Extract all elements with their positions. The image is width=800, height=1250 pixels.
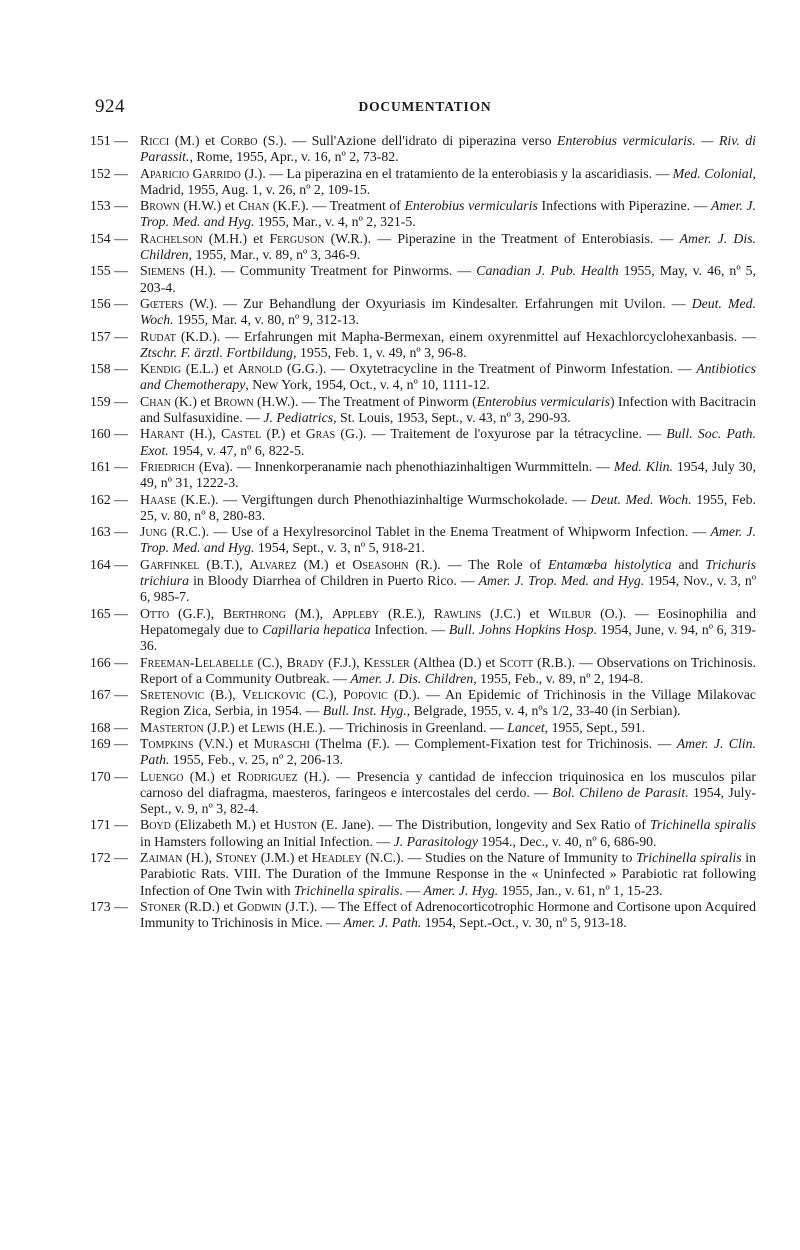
italic-text: Amer. J. Clin. Path. <box>140 735 756 768</box>
author-name: Muraschi <box>253 735 310 751</box>
reference-segment: ) Infection with Bacitracin and Sulfasuxidine. — <box>140 393 756 426</box>
author-name: Kessler <box>363 654 410 670</box>
italic-text: Bol. Chileno de Parasit. <box>552 784 689 800</box>
author-name: Jung <box>140 524 168 540</box>
italic-text: Lancet <box>507 719 545 735</box>
reference-text <box>140 606 756 655</box>
reference-segment: 1955, Mar., v. 4, nº 2, 321-5. <box>254 214 416 230</box>
italic-text: Amer. J. Trop. Med. and Hyg. <box>140 524 756 556</box>
reference-text <box>140 769 756 818</box>
reference-number: 158 — <box>90 361 128 377</box>
author-name: Stoner <box>140 898 181 914</box>
author-name: Freeman-Lelabelle <box>140 654 254 670</box>
author-name: Castel <box>220 426 262 442</box>
reference-entry <box>90 655 756 688</box>
italic-text: Antibiotics and Chemotherapy <box>140 361 756 393</box>
author-name: Garfinkel <box>140 556 200 572</box>
author-name: Godwin <box>237 898 282 914</box>
reference-segment: in Hamsters following an Initial Infection. — <box>140 833 394 849</box>
author-name: Rachelson <box>140 230 203 246</box>
reference-number: 157 — <box>90 328 128 344</box>
reference-segment: 1954., Dec., v. 40, nº 6, 686-90. <box>477 833 657 849</box>
reference-segment: 1955, Mar. 4, v. 80, nº 9, 312-13. <box>173 312 360 328</box>
italic-text: Enterobius vermicularis <box>476 393 610 409</box>
reference-text <box>140 850 756 899</box>
reference-number: 161 — <box>90 458 128 474</box>
reference-segment: (H.). — Community Treatment for Pinworms. — <box>184 263 477 279</box>
reference-segment: 1955, May, v. 46, nº 5, 203-4. <box>140 263 757 295</box>
reference-segment: (R.D.) et <box>180 898 238 914</box>
italic-text: Amer. J. Hyg. <box>423 882 499 898</box>
author-name: Kendig <box>140 361 182 377</box>
italic-text: Entamœba histolytica <box>548 556 672 572</box>
reference-number: 152 — <box>90 165 128 181</box>
reference-segment: (H.W.). — The Treatment of Pinworm ( <box>253 393 477 409</box>
author-name: Arnold <box>237 361 283 377</box>
reference-segment: 1955, Feb., v. 25, nº 2, 206-13. <box>169 752 344 768</box>
reference-text <box>140 492 756 525</box>
reference-segment: (W.). — Zur Behandlung der Oxyuriasis im Kindesalter. Erfahrungen mit Uvilon. — <box>183 295 692 311</box>
reference-text <box>140 557 756 606</box>
italic-text: Amer. J. Trop. Med. and Hyg. <box>140 198 757 230</box>
reference-number: 171 — <box>90 817 128 833</box>
reference-segment: (Elizabeth M.) et <box>170 817 275 833</box>
reference-segment: (C.), <box>253 654 287 670</box>
italic-text: Trichuris trichiura <box>140 556 757 589</box>
reference-segment: 1955, Jan., v. 61, nº 1, 15-23. <box>498 882 663 898</box>
author-name: Boyd <box>140 817 171 833</box>
author-name: Chan <box>238 198 270 214</box>
author-name: Brown <box>140 198 180 214</box>
reference-segment: (R.). — The Role of <box>408 556 549 572</box>
reference-segment: in Parabiotic Rats. VIII. The Duration of the Immune Response in the « Uninfected » Parabiotic rat following Infection of One Twin with <box>140 850 756 898</box>
author-name: Corbo <box>220 133 258 148</box>
reference-list <box>90 133 756 932</box>
reference-segment: 1954, July-Sept., v. 9, nº 3, 82-4. <box>140 784 756 817</box>
reference-segment: (H.), <box>184 426 221 442</box>
reference-number: 159 — <box>90 393 128 409</box>
reference-number: 173 — <box>90 898 128 914</box>
italic-text: Amer. J. Dis. Children <box>140 230 757 263</box>
reference-segment: (S.). — Sull'Azione dell'idrato di piperazina verso <box>257 133 558 148</box>
reference-segment: , 1955, Mar., v. 89, nº 3, 346-9. <box>188 247 361 263</box>
author-name: Luengo <box>140 768 184 784</box>
reference-segment: (W.R.). — Piperazine in the Treatment of Enterobiasis. — <box>324 230 680 246</box>
reference-segment: (Althea (D.) et <box>409 654 500 670</box>
reference-entry <box>90 850 756 899</box>
italic-text: Enterobius vermicularis <box>404 198 538 214</box>
reference-entry <box>90 524 756 557</box>
reference-segment: (K.E.). — Vergiftungen durch Phenothiazinhaltige Wurmschokolade. — <box>176 491 591 507</box>
author-name: Rawlins <box>433 605 482 621</box>
author-name: Siemens <box>140 263 185 279</box>
italic-text: Deut. Med. Woch. <box>590 491 692 507</box>
author-name: Zaiman <box>140 850 183 866</box>
reference-segment: (P.) et <box>261 426 306 442</box>
reference-segment: (E.L.) et <box>181 361 238 377</box>
italic-text: Trichinella spiralis <box>636 850 742 866</box>
author-name: Headley <box>311 850 362 866</box>
italic-text: Ztschr. F. ärztl. Fortbildung <box>140 344 294 360</box>
author-name: Gras <box>305 426 336 442</box>
reference-number: 167 — <box>90 687 128 703</box>
reference-number: 156 — <box>90 295 128 311</box>
reference-segment: (M.) et <box>169 133 221 148</box>
reference-segment: (O.). — Eosinophilia and Hepatomegaly due to <box>140 605 757 637</box>
italic-text: J. Pediatrics <box>263 410 334 426</box>
page-number: 924 <box>95 96 125 117</box>
reference-text <box>140 426 756 459</box>
running-head: DOCUMENTATION <box>358 99 492 114</box>
reference-segment: 1954, Sept.-Oct., v. 30, nº 5, 913-18. <box>421 915 627 931</box>
reference-segment: , St. Louis, 1953, Sept., v. 43, nº 3, 290-93. <box>333 410 571 426</box>
reference-entry <box>90 394 756 427</box>
reference-segment: (M.) et <box>296 556 353 572</box>
reference-text <box>140 736 756 769</box>
reference-segment: (J.P.) et <box>203 719 252 735</box>
reference-entry <box>90 426 756 459</box>
reference-text <box>140 655 756 688</box>
reference-text <box>140 166 756 199</box>
reference-segment: , Madrid, 1955, Aug. 1, v. 26, nº 2, 109-15. <box>140 165 756 197</box>
reference-number: 168 — <box>90 719 128 735</box>
reference-segment: , 1955, Feb., v. 89, nº 2, 194-8. <box>473 670 644 686</box>
reference-segment: (G.). — Traitement de l'oxyurose par la tétracycline. — <box>335 426 667 442</box>
reference-segment: (J.T.). — The Effect of Adrenocorticotrophic Hormone and Cortisone upon Acquired Immunity to Trichinosis in Mice. — <box>140 898 756 931</box>
reference-text <box>140 263 756 296</box>
reference-segment: Infection. — <box>370 621 449 637</box>
reference-text <box>140 720 756 736</box>
reference-segment: , Rome, 1955, Apr., v. 16, nº 2, 73-82. <box>189 149 399 165</box>
reference-segment: (J.). — La piperazina en el tratamiento de la enterobiasis y la ascaridiasis. — <box>240 165 673 181</box>
author-name: Friedrich <box>140 458 195 474</box>
reference-segment: (E. Jane). — The Distribution, longevity and Sex Ratio of <box>317 817 650 833</box>
reference-segment: (J.C.) et <box>481 605 549 621</box>
reference-number: 165 — <box>90 605 128 621</box>
reference-segment: Infections with Piperazine. — <box>537 198 712 214</box>
reference-entry <box>90 166 756 199</box>
author-name: Harant <box>140 426 185 442</box>
italic-text: J. Parasitology <box>393 833 478 849</box>
reference-segment: (Thelma (F.). — Complement-Fixation test for Trichinosis. — <box>309 735 677 751</box>
reference-number: 153 — <box>90 198 128 214</box>
reference-text <box>140 817 756 850</box>
italic-text: Enterobius vermicularis. — Riv. di Parassit. <box>140 133 757 165</box>
reference-segment: (F.J.), <box>324 654 364 670</box>
reference-number: 154 — <box>90 230 128 246</box>
reference-number: 164 — <box>90 556 128 572</box>
reference-segment: (K.F.). — Treatment of <box>269 198 405 214</box>
reference-text <box>140 899 756 932</box>
reference-number: 172 — <box>90 850 128 866</box>
reference-segment: . — <box>399 882 424 898</box>
author-name: Wilbur <box>548 605 592 621</box>
reference-segment: , Belgrade, 1955, v. 4, nºs 1/2, 33-40 (in Serbian). <box>406 703 681 719</box>
italic-text: Med. Colonial <box>672 165 753 181</box>
reference-segment: 1954, Sept., v. 3, nº 5, 918-21. <box>254 540 425 556</box>
reference-segment: (K.) et <box>170 393 214 409</box>
reference-entry <box>90 720 756 736</box>
reference-segment: (R.E.), <box>379 605 434 621</box>
italic-text: Deut. Med. Woch. <box>140 295 756 328</box>
italic-text: Amer. J. Path. <box>343 915 422 931</box>
reference-text <box>140 361 756 394</box>
reference-entry <box>90 231 756 264</box>
reference-text <box>140 394 756 427</box>
reference-entry <box>90 361 756 394</box>
reference-entry <box>90 557 756 606</box>
reference-segment: (N.C.). — Studies on the Nature of Immunity to <box>361 850 637 866</box>
reference-segment: and <box>671 556 706 572</box>
reference-entry <box>90 736 756 769</box>
reference-entry <box>90 606 756 655</box>
italic-text: Bull. Soc. Path. Exot. <box>140 426 757 458</box>
reference-segment: (H.). — Presencia y cantidad de infeccion triquinosica en los musculos pilar carnoso del diafragma, maesteros, faringeos e intercostales del cerdo. — <box>140 768 756 800</box>
reference-entry <box>90 459 756 492</box>
author-name: Scott <box>499 654 534 670</box>
reference-text <box>140 687 756 720</box>
reference-segment: , 1955, Sept., 591. <box>544 719 646 735</box>
author-name: Brady <box>286 654 325 670</box>
reference-entry <box>90 329 756 362</box>
author-name: Oseasohn <box>352 556 409 572</box>
reference-text <box>140 459 756 492</box>
reference-segment: (R.C.). — Use of a Hexylresorcinol Tablet in the Enema Treatment of Whipworm Infection. — <box>167 524 711 540</box>
reference-segment: (M.H.) et <box>202 230 270 246</box>
reference-segment: (M.), <box>285 605 332 621</box>
reference-entry <box>90 817 756 850</box>
author-name: Stoney <box>215 850 258 866</box>
reference-text <box>140 296 756 329</box>
reference-segment: 1954, Nov., v. 3, nº 6, 985-7. <box>140 573 757 605</box>
reference-number: 160 — <box>90 426 128 442</box>
author-name: Berthrong <box>222 605 286 621</box>
italic-text: Amer. J. Dis. Children <box>350 670 474 686</box>
reference-text <box>140 133 756 166</box>
reference-number: 155 — <box>90 263 128 279</box>
reference-number: 169 — <box>90 735 128 751</box>
italic-text: Trichinella spiralis <box>293 882 400 898</box>
reference-segment: (B.), <box>204 687 242 703</box>
reference-text <box>140 329 756 362</box>
author-name: Popovic <box>342 687 388 703</box>
reference-entry <box>90 263 756 296</box>
author-name: Rudat <box>140 328 176 344</box>
reference-segment: (M.) et <box>183 768 238 784</box>
reference-segment: (J.M.) et <box>257 850 312 866</box>
reference-text <box>140 198 756 231</box>
reference-entry <box>90 133 756 166</box>
reference-entry <box>90 899 756 932</box>
reference-segment: (H.E.). — Trichinosis in Greenland. — <box>284 719 508 735</box>
reference-segment: 1954, July 30, 49, nº 31, 1222-3. <box>140 458 756 491</box>
reference-entry <box>90 296 756 329</box>
author-name: Aparicio Garrido <box>140 165 241 181</box>
reference-text <box>140 231 756 264</box>
reference-segment: in Bloody Diarrhea of Children in Puerto Rico. — <box>189 573 479 589</box>
reference-segment: (G.G.). — Oxytetracycline in the Treatment of Pinworm Infestation. — <box>282 361 697 377</box>
author-name: Velickovic <box>241 687 306 703</box>
reference-segment: (K.D.). — Erfahrungen mit Mapha-Bermexan, einem oxyrenmittel auf Hexachlorcyclohexanbasis. — <box>175 328 756 344</box>
reference-segment: (D.). — An Epidemic of Trichinosis in the Village Milakovac Region Zica, Serbia, in 1954. — <box>140 687 756 719</box>
reference-segment: (H.W.) et <box>179 198 239 214</box>
author-name: Huston <box>274 817 318 833</box>
author-name: Gœters <box>140 295 184 311</box>
italic-text: Canadian J. Pub. Health <box>476 263 619 279</box>
reference-number: 162 — <box>90 491 128 507</box>
reference-entry <box>90 687 756 720</box>
author-name: Ricci <box>140 133 170 148</box>
author-name: Rodriguez <box>237 768 298 784</box>
italic-text: Trichinella spiralis <box>649 817 756 833</box>
page-header <box>95 96 755 118</box>
italic-text: Amer. J. Trop. Med. and Hyg. <box>478 573 645 589</box>
reference-segment: (V.N.) et <box>193 735 254 751</box>
italic-text: Bull. Johns Hopkins Hosp. <box>448 621 598 637</box>
reference-text <box>140 524 756 557</box>
author-name: Haase <box>140 491 177 507</box>
reference-segment: (Eva). — Innenkorperanamie nach phenothiazinhaltigen Wurmmitteln. — <box>194 458 614 474</box>
author-name: Ferguson <box>269 230 325 246</box>
italic-text: Capillaria hepatica <box>262 621 371 637</box>
reference-segment: 1954, June, v. 94, nº 6, 319-36. <box>140 621 756 654</box>
italic-text: Bull. Inst. Hyg. <box>322 703 407 719</box>
reference-segment: (G.F.), <box>169 605 223 621</box>
author-name: Masterton <box>140 719 204 735</box>
reference-segment: (B.T.), <box>199 556 250 572</box>
author-name: Sretenovic <box>140 687 205 703</box>
author-name: Tompkins <box>140 735 194 751</box>
reference-entry <box>90 769 756 818</box>
reference-number: 166 — <box>90 654 128 670</box>
author-name: Brown <box>213 393 254 409</box>
reference-segment: (R.B.). — Observations on Trichinosis. Report of a Community Outbreak. — <box>140 654 756 686</box>
author-name: Alvarez <box>249 556 297 572</box>
reference-segment: , New York, 1954, Oct., v. 4, nº 10, 1111-12. <box>245 377 490 393</box>
reference-entry <box>90 492 756 525</box>
reference-number: 170 — <box>90 768 128 784</box>
author-name: Otto <box>140 605 170 621</box>
reference-segment: , 1955, Feb. 1, v. 49, nº 3, 96-8. <box>293 344 467 360</box>
reference-segment: 1954, v. 47, nº 6, 822-5. <box>168 442 305 458</box>
reference-segment: 1955, Feb. 25, v. 80, nº 8, 280-83. <box>140 491 756 523</box>
reference-entry <box>90 198 756 231</box>
author-name: Chan <box>140 393 171 409</box>
reference-number: 163 — <box>90 524 128 540</box>
author-name: Appleby <box>331 605 380 621</box>
reference-segment: (C.), <box>305 687 343 703</box>
italic-text: Med. Klin. <box>613 458 673 474</box>
reference-segment: (H.), <box>182 850 216 866</box>
reference-number: 151 — <box>90 133 128 148</box>
author-name: Lewis <box>251 719 285 735</box>
